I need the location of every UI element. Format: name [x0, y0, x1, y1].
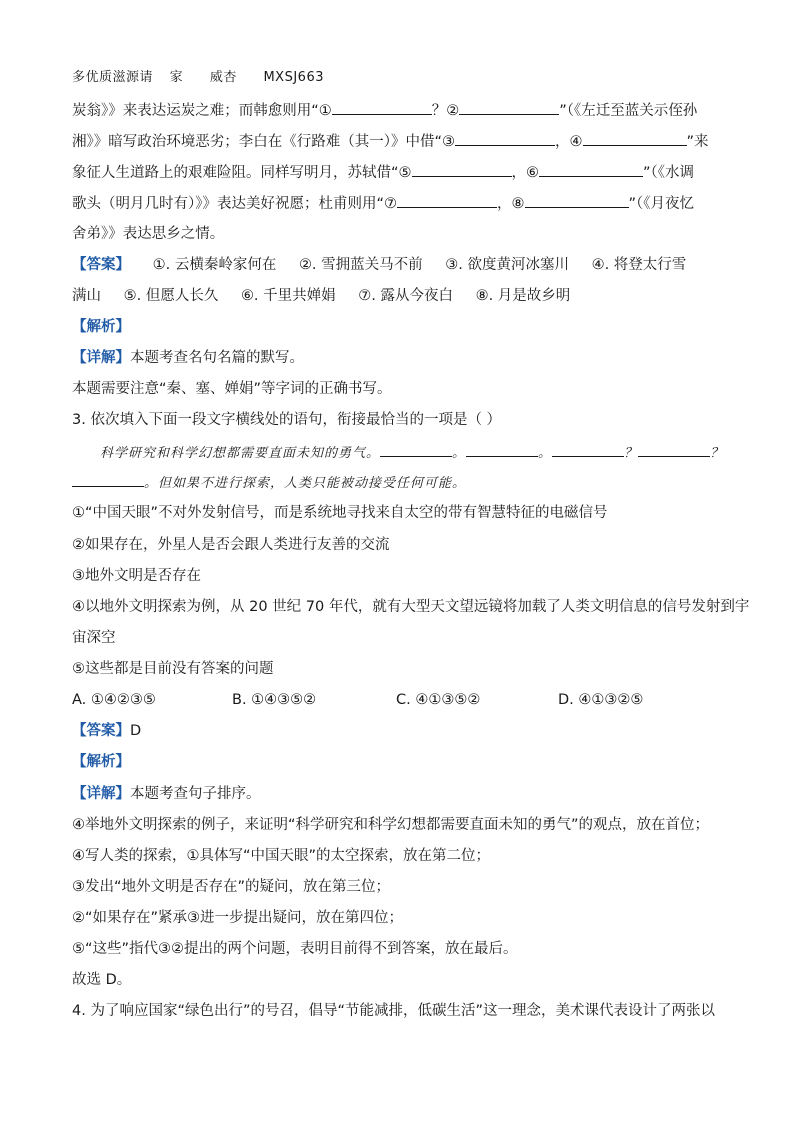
blank-6: [539, 162, 643, 177]
q3-reason-4: ②“如果存在”紧承③进一步提出疑问，放在第四位；: [72, 910, 404, 926]
header-source: 多优质滋源请: [72, 70, 154, 85]
fill-line-1: 炭翁》》来表达运炭之难；而韩愈则用“① ？② ”（《左迁至蓝关示侄孙: [72, 100, 697, 121]
q3-quote-line-1: 科学研究和科学幻想都需要直面未知的勇气。 。 。 ？ ？: [100, 442, 724, 464]
page-header: [72, 68, 324, 88]
q3-detail: 【详解】本题考查句子排序。: [72, 786, 261, 802]
fill-line-3: 象征人生道路上的艰难险阻。同样写明月，苏轼借“⑤ ，⑥ ”（《水调: [72, 162, 694, 183]
q4-stem: 4. 为了响应国家“绿色出行”的号召，倡导“节能减排，低碳生活”这一理念，美术课代表设计了两张以: [72, 1003, 715, 1019]
answer-line-2: 满山 ⑤. 但愿人长久 ⑥. 千里共婵娟 ⑦. 露从今夜白 ⑧. 月是故乡明: [72, 288, 571, 304]
answer-label: 【答案】: [72, 257, 130, 273]
q3-item-3: ③地外文明是否存在: [72, 568, 201, 584]
blank-3: [455, 131, 555, 146]
blank-1: [332, 100, 432, 115]
blank-7: [397, 193, 497, 208]
q3-reason-2: ④写人类的探索，①具体写“中国天眼”的太空探索，放在第二位；: [72, 848, 491, 864]
q3-stem: 3. 依次填入下面一段文字横线处的语句，衔接最恰当的一项是（ ）: [72, 412, 502, 428]
q2-detail: 【详解】本题考查名句名篇的默写。: [72, 350, 304, 366]
fill-line-5: 舍弟》》表达思乡之情。: [72, 226, 225, 242]
q3-item-4: ④以地外文明探索为例，从 20 世纪 70 年代，就有大型天文望远镜将加载了人类文明信息的信号发射到宇: [72, 599, 750, 615]
q2-note: 本题需要注意“秦、塞、婵娟”等字词的正确书写。: [72, 381, 392, 397]
q3-item-1: ①“中国天眼”不对外发射信号，而是系统地寻找来自太空的带有智慧特征的电磁信号: [72, 505, 608, 521]
q3-quote-line-2: 。但如果不进行探索，人类只能被动接受任何可能。: [72, 472, 466, 494]
fill-line-4: 歌头（明月几时有）》》表达美好祝愿；杜甫则用“⑦ ，⑧ ”（《月夜忆: [72, 193, 694, 214]
header-weixin: 威杏: [209, 70, 237, 85]
q3-item-5: ⑤这些都是目前没有答案的问题: [72, 661, 274, 677]
q3-reason-1: ④举地外文明探索的例子，来证明“科学研究和科学幻想都需要直面未知的勇气”的观点，放在首位；: [72, 817, 710, 833]
blank-5: [412, 162, 512, 177]
header-jia: 家: [169, 70, 184, 85]
option-a: A. ①④②③⑤: [72, 692, 156, 708]
option-b: B. ①④③⑤②: [232, 692, 317, 708]
q3-item-4-cont: 宙深空: [72, 630, 116, 646]
q3-answer: 【答案】D: [72, 723, 142, 739]
q3-reason-3: ③发出“地外文明是否存在”的疑问，放在第三位；: [72, 879, 391, 895]
header-code: MXSJ663: [263, 70, 324, 85]
option-c: C. ④①③⑤②: [396, 692, 481, 708]
blank-2: [459, 100, 559, 115]
answer-line-1: 【答案】 ①. 云横秦岭家何在 ②. 雪拥蓝关马不前 ③. 欲度黄河冰塞川 ④. 将登太行雪: [72, 257, 687, 273]
q3-reason-5: ⑤“这些”指代③②提出的两个问题，表明目前得不到答案，放在最后。: [72, 941, 518, 957]
blank-8: [525, 193, 629, 208]
blank-4: [583, 131, 687, 146]
detail-label: 【详解】: [72, 350, 130, 366]
q3-conclusion: 故选 D。: [72, 972, 132, 988]
q3-item-2: ②如果存在，外星人是否会跟人类进行友善的交流: [72, 537, 390, 553]
fill-line-2: 湘》》暗写政治环境恶劣；李白在《行路难（其一）》中借“③ ，④ ”来: [72, 131, 709, 152]
q3-analysis-label: 【解析】: [72, 754, 130, 770]
option-d: D. ④①③②⑤: [558, 692, 644, 708]
analysis-label: 【解析】: [72, 319, 130, 335]
